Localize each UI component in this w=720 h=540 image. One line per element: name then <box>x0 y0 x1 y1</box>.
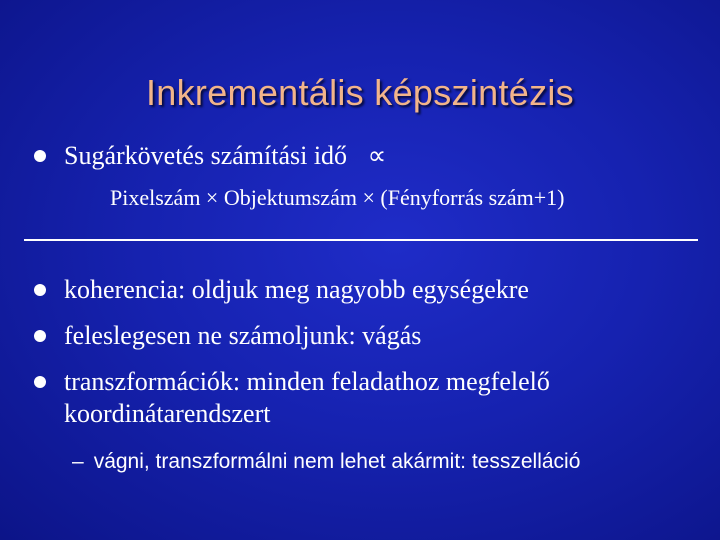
bullet-dot-icon <box>34 284 46 296</box>
list-item <box>34 366 674 430</box>
list-item <box>34 320 421 352</box>
bullet-dot-icon <box>34 330 46 342</box>
bullet-dot-icon <box>34 150 46 162</box>
bullet-text: feleslegesen ne számoljunk: vágás <box>64 321 422 350</box>
bullet-dot-icon <box>34 376 46 388</box>
formula-lhs: Sugárkövetés számítási idő <box>64 141 348 170</box>
formula-rhs: Pixelszám × Objektumszám × (Fényforrás szám+1) <box>110 185 565 210</box>
dash-icon: – <box>72 450 84 473</box>
bullet-text: koherencia: oldjuk meg nagyobb egységekre <box>64 275 529 304</box>
list-item <box>34 274 529 306</box>
slide-title: Inkrementális képszintézis <box>146 72 574 113</box>
separator-line <box>24 239 698 241</box>
formula-bullet <box>34 140 386 172</box>
sub-bullet-text: vágni, transzformálni nem lehet akármit: tesszelláció <box>93 450 581 473</box>
sub-bullet <box>72 448 580 476</box>
bullet-text: transzformációk: minden feladathoz megfelelő koordinátarendszert <box>64 367 550 428</box>
proportional-symbol: ∝ <box>367 141 387 170</box>
